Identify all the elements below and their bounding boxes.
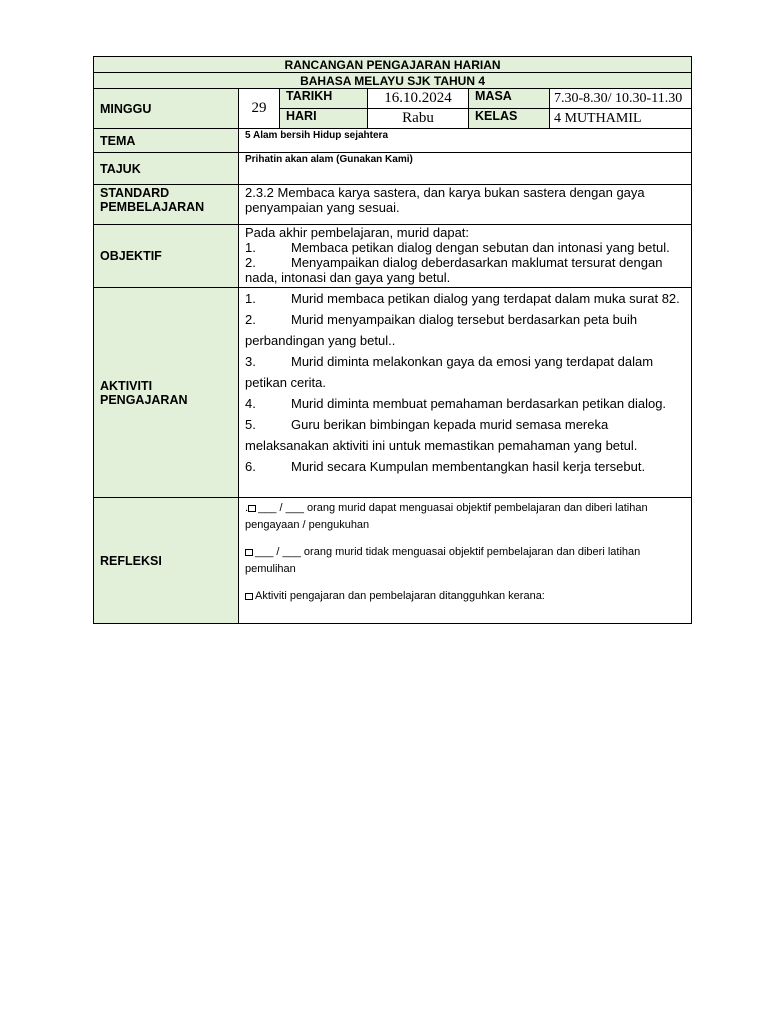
aktiviti-item-continuation: perbandingan yang betul..: [245, 333, 396, 348]
objektif-label: OBJEKTIF: [94, 225, 239, 288]
objektif-content: [239, 225, 692, 288]
aktiviti-item: [245, 309, 685, 330]
aktiviti-item: [245, 456, 685, 477]
masa-value: 7.30-8.30/ 10.30-11.30: [550, 89, 692, 109]
minggu-value: 29: [239, 89, 280, 129]
aktiviti-item-text: Murid diminta membuat pemahaman berdasarkan petikan dialog.: [291, 396, 667, 411]
refleksi-item-1: [245, 500, 685, 517]
tajuk-label: TAJUK: [94, 153, 239, 185]
lesson-plan-document: [93, 56, 691, 624]
document-title: RANCANGAN PENGAJARAN HARIAN: [94, 57, 692, 73]
refleksi-label: REFLEKSI: [94, 498, 239, 624]
kelas-label: KELAS: [469, 109, 550, 129]
standard-label-line1: STANDARD: [100, 186, 170, 200]
aktiviti-item-number: 6.: [245, 459, 256, 474]
refleksi-item-prefix: .: [245, 502, 249, 514]
refleksi-item-3-text: Aktiviti pengajaran dan pembelajaran ditangguhkan kerana:: [255, 590, 545, 602]
aktiviti-item-text: Murid secara Kumpulan membentangkan hasil kerja tersebut.: [291, 459, 646, 474]
objektif-item: [245, 255, 685, 270]
standard-label: [94, 185, 239, 225]
aktiviti-item-continuation: petikan cerita.: [245, 375, 326, 390]
aktiviti-item: [245, 414, 685, 435]
aktiviti-content: [239, 288, 692, 498]
hari-label: HARI: [280, 109, 368, 129]
aktiviti-item-text: Murid membaca petikan dialog yang terdapat dalam muka surat 82.: [291, 291, 680, 306]
lesson-plan-table: [93, 56, 692, 624]
objektif-intro: Pada akhir pembelajaran, murid dapat:: [245, 225, 470, 240]
aktiviti-item-number: 4.: [245, 396, 256, 411]
aktiviti-item-text: Murid diminta melakonkan gaya da emosi yang terdapat dalam: [291, 354, 654, 369]
aktiviti-label-line1: AKTIVITI: [100, 378, 153, 393]
objektif-item: [245, 240, 685, 255]
aktiviti-item: [245, 393, 685, 414]
aktiviti-item-number: 3.: [245, 354, 256, 369]
aktiviti-item-text: Guru berikan bimbingan kepada murid semasa mereka: [291, 417, 609, 432]
tema-label: TEMA: [94, 129, 239, 153]
checkbox-icon[interactable]: [245, 549, 253, 556]
objektif-item-continuation: nada, intonasi dan gaya yang betul.: [245, 270, 451, 285]
aktiviti-item: [245, 288, 685, 309]
objektif-item-text: Menyampaikan dialog deberdasarkan maklumat tersurat dengan: [291, 255, 663, 270]
minggu-label: MINGGU: [94, 89, 239, 129]
checkbox-icon[interactable]: [248, 505, 256, 512]
tarikh-label: TARIKH: [280, 89, 368, 109]
refleksi-spacer: [245, 578, 685, 588]
refleksi-item-2: [245, 544, 685, 561]
standard-value: 2.3.2 Membaca karya sastera, dan karya bukan sastera dengan gaya penyampaian yang sesuai.: [239, 185, 692, 225]
hari-value: Rabu: [368, 109, 469, 129]
aktiviti-label: [94, 288, 239, 498]
refleksi-content: [239, 498, 692, 624]
aktiviti-label-line2: PENGAJARAN: [100, 392, 188, 407]
aktiviti-item-number: 5.: [245, 417, 256, 432]
objektif-item-text: Membaca petikan dialog dengan sebutan dan intonasi yang betul.: [291, 240, 670, 255]
kelas-value: 4 MUTHAMIL: [550, 109, 692, 129]
refleksi-spacer: [245, 534, 685, 544]
document-subtitle: BAHASA MELAYU SJK TAHUN 4: [94, 73, 692, 89]
aktiviti-item-text: Murid menyampaikan dialog tersebut berdasarkan peta buih: [291, 312, 638, 327]
tarikh-value: 16.10.2024: [368, 89, 469, 109]
aktiviti-item-number: 2.: [245, 312, 256, 327]
standard-label-line2: PEMBELAJARAN: [100, 200, 205, 214]
refleksi-item-3: [245, 588, 685, 605]
aktiviti-item-number: 1.: [245, 291, 256, 306]
masa-label: MASA: [469, 89, 550, 109]
objektif-item-number: 1.: [245, 240, 256, 255]
refleksi-item-1-continuation: pengayaan / pengukuhan: [245, 519, 370, 531]
tema-value: 5 Alam bersih Hidup sejahtera: [239, 129, 692, 153]
objektif-item-number: 2.: [245, 255, 256, 270]
checkbox-icon[interactable]: [245, 593, 253, 600]
aktiviti-item: [245, 351, 685, 372]
refleksi-item-2-text: ___ / ___ orang murid tidak menguasai objektif pembelajaran dan diberi latihan: [255, 546, 641, 558]
refleksi-item-1-text: ___ / ___ orang murid dapat menguasai objektif pembelajaran dan diberi latihan: [258, 502, 648, 514]
aktiviti-item-continuation: melaksanakan aktiviti ini untuk memastikan pemahaman yang betul.: [245, 438, 638, 453]
refleksi-item-2-continuation: pemulihan: [245, 563, 296, 575]
tajuk-value: Prihatin akan alam (Gunakan Kami): [239, 153, 692, 185]
